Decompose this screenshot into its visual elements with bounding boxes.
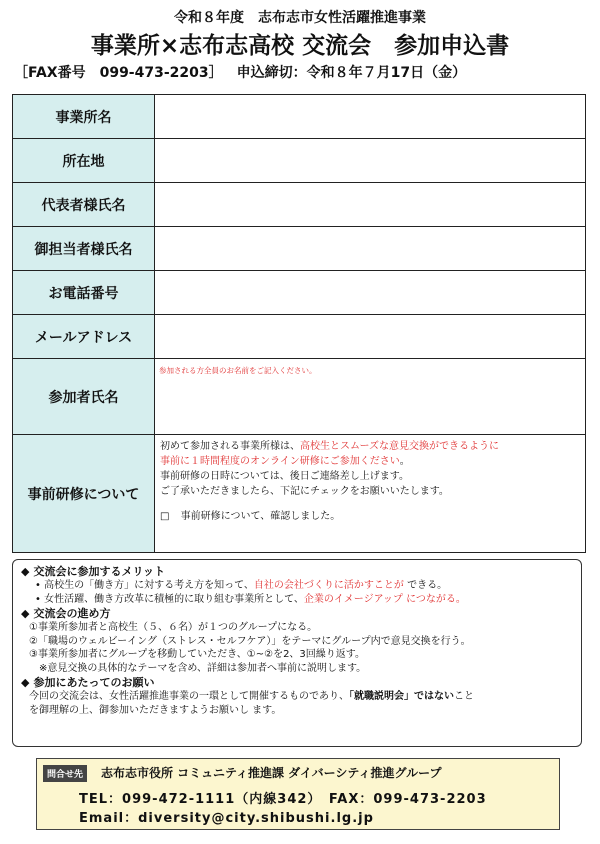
- application-form: [12, 94, 586, 553]
- contact-organization: 志布志市役所 コミュニティ推進課 ダイバーシティ推進グループ: [101, 766, 442, 780]
- training-check-request: ご了承いただきましたら、下記にチェックをお願いいたします。: [160, 486, 449, 497]
- label-company-name: 事業所名: [13, 95, 155, 139]
- form-row-training: [13, 435, 586, 553]
- field-phone[interactable]: [155, 271, 586, 315]
- label-participants: 参加者氏名: [13, 359, 155, 435]
- confirm-checkbox[interactable]: □: [160, 511, 170, 522]
- field-contact-person[interactable]: [155, 227, 586, 271]
- form-row-participants: [13, 359, 586, 435]
- request-line-2: を御理解の上、御参加いただきますようお願いし ます。: [29, 704, 282, 716]
- training-highlight-2: 事前に１時間程度のオンライン研修にご参加ください: [160, 456, 400, 467]
- form-row-contact-person: [13, 227, 586, 271]
- info-box: [12, 559, 582, 747]
- contact-tag: 問合せ先: [43, 765, 87, 782]
- field-email[interactable]: [155, 315, 586, 359]
- diamond-icon: ◆: [21, 676, 30, 689]
- header-line1: 令和８年度 志布志市女性活躍推進事業: [174, 10, 426, 26]
- form-row-address: [13, 139, 586, 183]
- request-heading: ◆ 参加にあたってのお願い: [21, 676, 155, 689]
- label-email: メールアドレス: [13, 315, 155, 359]
- field-company-name[interactable]: [155, 95, 586, 139]
- field-participants[interactable]: [155, 359, 586, 435]
- contact-box: [36, 758, 560, 830]
- field-address[interactable]: [155, 139, 586, 183]
- training-text: 初めて参加される事業所様は、高校生とスムーズな意見交換ができるように 事前に１時間程度のオンライン研修にご参加ください。 事前研修の日時については、後日ご連絡差し上げます。 ご了承いただきましたら、下記にチェックをお願いいたします。 □ 事前研修について、確認しました。: [155, 435, 585, 524]
- label-representative: 代表者様氏名: [13, 183, 155, 227]
- procedure-note: ※意見交換の具体的なテーマを含め、詳細は参加者へ事前に説明します。: [39, 662, 367, 674]
- deadline: 申込締切：令和８年７月17日（金）: [236, 65, 467, 81]
- merit-item-2: • 女性活躍、働き方改革に積極的に取り組む事業所として、企業のイメージアップ につながる。: [35, 593, 466, 605]
- label-address: 所在地: [13, 139, 155, 183]
- fax-number: ［FAX番号 099-473-2203］: [14, 65, 223, 81]
- procedure-step-2: ②「職場のウェルビーイング（ストレス・セルフケア）」をテーマにグループ内で意見交換を行う。: [29, 635, 471, 647]
- bullet-icon: •: [35, 580, 41, 591]
- training-schedule: 事前研修の日時については、後日ご連絡差し上げます。: [160, 471, 409, 482]
- label-phone: お電話番号: [13, 271, 155, 315]
- request-line-1: 今回の交流会は、女性活躍推進事業の一環として開催するものであり、「就職説明会」ではないこと: [29, 691, 474, 702]
- contact-email[interactable]: Email：diversity@city.shibushi.lg.jp: [79, 811, 374, 826]
- document-title: 事業所×志布志高校 交流会 参加申込書: [90, 33, 510, 59]
- merit-item-1: • 高校生の「働き方」に対する考え方を知って、自社の会社づくりに活かすことが できる。: [35, 580, 448, 591]
- training-content: [155, 435, 586, 553]
- form-row-representative: [13, 183, 586, 227]
- training-confirm: [160, 509, 581, 524]
- merit-heading: ◆ 交流会に参加するメリット: [21, 565, 166, 578]
- procedure-heading: ◆ 交流会の進め方: [21, 607, 111, 620]
- form-row-company: [13, 95, 586, 139]
- procedure-step-1: ①事業所参加者と高校生（５、６名）が１つのグループになる。: [29, 622, 318, 633]
- label-contact-person: 御担当者様氏名: [13, 227, 155, 271]
- diamond-icon: ◆: [21, 607, 30, 620]
- confirm-label: 事前研修について、確認しました。: [180, 511, 341, 522]
- training-highlight-1: 高校生とスムーズな意見交換ができるように: [300, 441, 499, 452]
- procedure-step-3: ③事業所参加者にグループを移動していただき、①~②を2、3回繰り返す。: [29, 649, 365, 660]
- field-representative[interactable]: [155, 183, 586, 227]
- diamond-icon: ◆: [21, 565, 30, 578]
- form-row-email: [13, 315, 586, 359]
- fax-deadline-line: [14, 62, 466, 82]
- contact-tel-fax: TEL：099-472-1111（内線342） FAX：099-473-2203: [79, 792, 487, 807]
- form-row-phone: [13, 271, 586, 315]
- participants-note: 参加される方全員のお名前をご記入ください。: [159, 366, 317, 375]
- label-training: 事前研修について: [13, 435, 155, 553]
- bullet-icon: •: [35, 593, 41, 605]
